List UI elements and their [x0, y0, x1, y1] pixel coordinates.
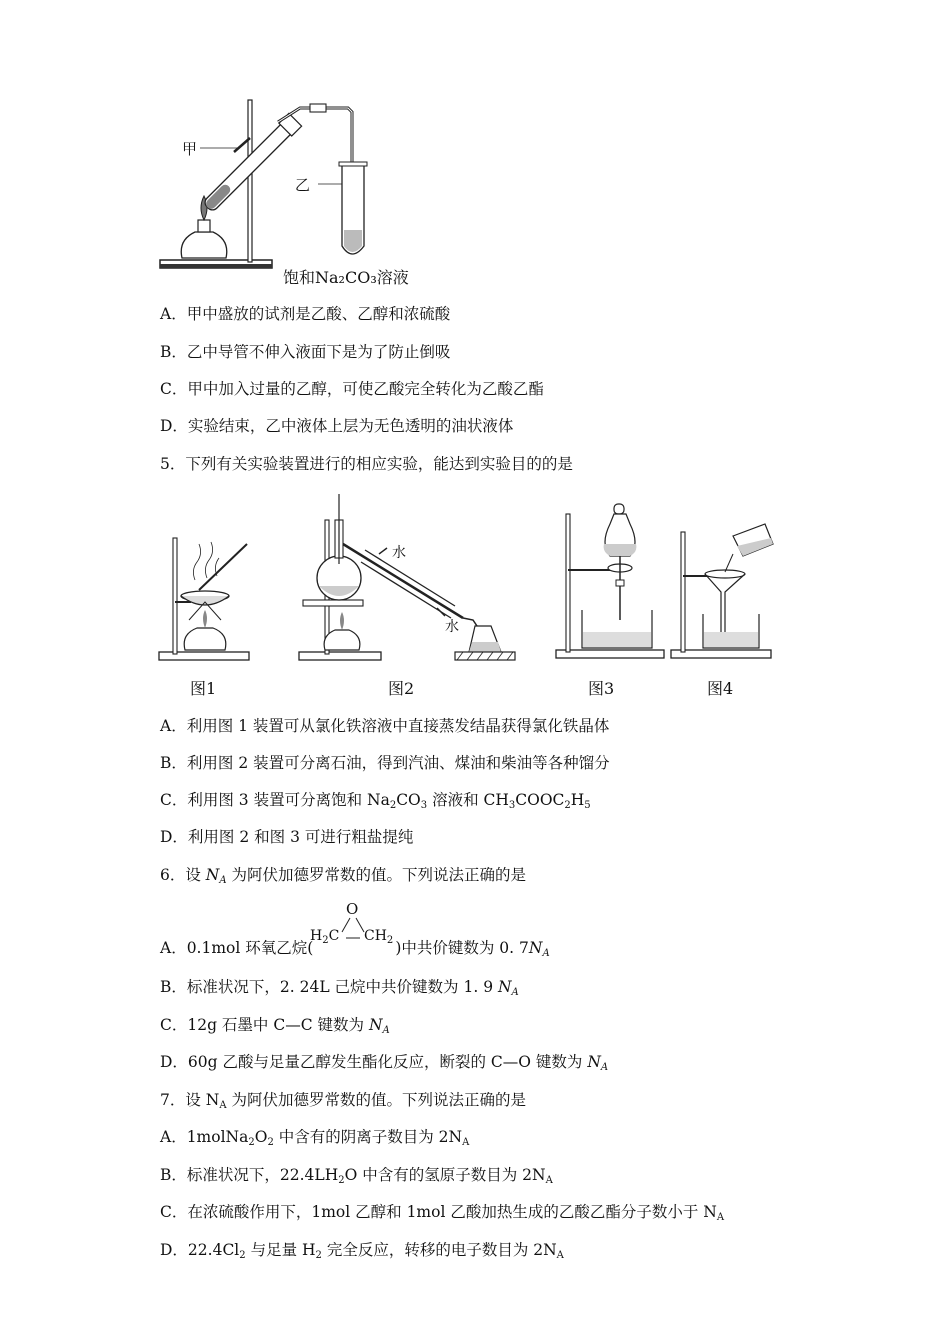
- q7-option-b: B．标准状况下，$22.4LH_2O$ 中含有的氢原子数目为 $2N_A$: [160, 1166, 553, 1186]
- q6-option-d: D．60g 乙酸与足量乙醇发生酯化反应，断裂的 C—O 键数为 $N_A$: [160, 1053, 609, 1073]
- q7-option-c: C．在浓硫酸作用下，1mol 乙醇和 1mol 乙酸加热生成的乙酸乙酯分子数小于 $N_A$: [160, 1203, 725, 1223]
- q6-option-b: B．标准状况下，2. 24L 己烷中共价键数为 1. 9 $N_A$: [160, 978, 519, 998]
- q5-option-b: B．利用图 2 装置可分离石油，得到汽油、煤油和柴油等各种馏分: [160, 754, 610, 772]
- q4-option-c: C．甲中加入过量的乙醇，可使乙酸完全转化为乙酸乙酯: [160, 380, 544, 398]
- figure-3-separatory-funnel: [552, 500, 667, 662]
- q5-stem: 5．下列有关实验装置进行的相应实验，能达到实验目的的是: [160, 455, 573, 473]
- caption-figure-4: 图4: [707, 679, 734, 698]
- q4-option-b: B．乙中导管不伸入液面下是为了防止倒吸: [160, 343, 451, 361]
- caption-figure-1: 图1: [190, 679, 217, 698]
- caption-figure-2: 图2: [388, 679, 415, 698]
- q4-option-a: A．甲中盛放的试剂是乙酸、乙醇和浓硫酸: [160, 305, 451, 323]
- epoxide-ch2: $CH_2$: [364, 928, 394, 946]
- q4-option-d: D．实验结束，乙中液体上层为无色透明的油状液体: [160, 417, 514, 435]
- water-label-top: 水: [392, 545, 406, 561]
- esterification-apparatus-figure: [150, 80, 410, 295]
- q6-option-c: C．12g 石墨中 C—C 键数为 $N_A$: [160, 1016, 390, 1036]
- q7-option-a: A．$1molNa_2O_2$ 中含有的阴离子数目为 $2N_A$: [160, 1128, 470, 1148]
- epoxide-o: O: [346, 900, 359, 918]
- figure-2-distillation: [295, 490, 525, 665]
- q6-option-a: A．0.1mol 环氧乙烷( )中共价键数为 0. $7N_A$: [160, 939, 550, 959]
- figure-4-filtration: [667, 518, 779, 663]
- water-label-bottom: 水: [445, 619, 459, 635]
- label-solution: 饱和Na₂CO₃溶液: [283, 268, 409, 287]
- q6-stem: 6．设 $N_A$ 为阿伏加德罗常数的值。下列说法正确的是: [160, 866, 527, 886]
- label-jia: 甲: [182, 140, 198, 158]
- epoxide-h2c: $H_2C$: [310, 928, 340, 946]
- q5-option-d: D．利用图 2 和图 3 可进行粗盐提纯: [160, 828, 414, 846]
- q5-option-a: A．利用图 1 装置可从氯化铁溶液中直接蒸发结晶获得氯化铁晶体: [160, 717, 610, 735]
- figure-1-evaporation: [155, 530, 265, 665]
- q7-stem: 7．设 $N_A$ 为阿伏加德罗常数的值。下列说法正确的是: [160, 1091, 527, 1111]
- q5-option-c: C．利用图 3 装置可分离饱和 $Na_2CO_3$ 溶液和 $CH_3COOC_2H_5$: [160, 791, 591, 811]
- label-yi: 乙: [295, 176, 311, 194]
- caption-figure-3: 图3: [588, 679, 615, 698]
- q7-option-d: D．$22.4Cl_2$ 与足量 $H_2$ 完全反应，转移的电子数目为 $2N_A$: [160, 1241, 564, 1261]
